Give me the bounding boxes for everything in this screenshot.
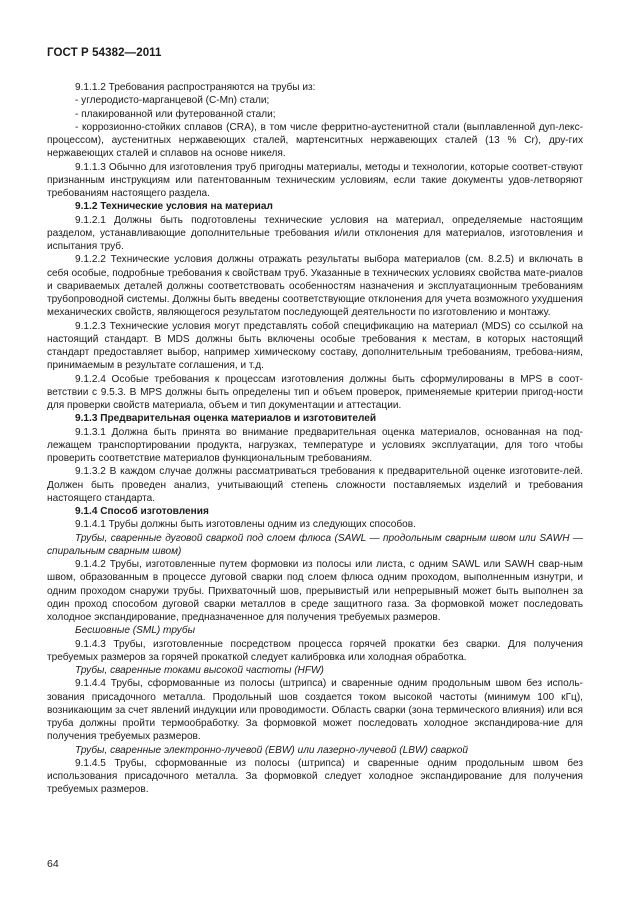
paragraph: 9.1.2.4 Особые требования к процессам изготовления должны быть сформулированы в MPS в соот-ветствии с 9.5.3. В MPS должны быть определены тип и объем проверок, применяемые критерии пригод-ности для проверки свойств материала, объем и тип документации и аттестации.: [47, 373, 583, 411]
paragraph: 9.1.1.2 Требования распространяются на трубы из:: [75, 82, 316, 93]
section-heading: 9.1.3 Предварительная оценка материалов и изготовителей: [75, 413, 377, 425]
subsection-title: Трубы, сваренные дуговой сваркой под слоем флюса (SAWL — продольным сварным швом или SAWH — спиральным сварным швом): [47, 532, 583, 557]
section-heading: 9.1.2 Технические условия на материал: [75, 201, 273, 213]
page-number: 64: [47, 858, 59, 870]
paragraph: 9.1.2.3 Технические условия могут представлять собой спецификацию на материал (MDS) со ссылкой на настоящий стандарт. В MDS должны быть включены особые требования к местам, в которых настоящий стандарт предоставляет выбор, например химическому составу, дополнительным требованиям, требова-ниям, принимаемым в результате соглашения, и т.д.: [47, 320, 583, 372]
paragraph: - плакированной или футерованной стали;: [75, 108, 276, 120]
paragraph: 9.1.4.3 Трубы, изготовленные посредством процесса горячей прокатки без сварки. Для получения требуемых размеров за горячей прокаткой следует калибровка или холодная обработка.: [47, 638, 583, 663]
paragraph: 9.1.3.1 Должна быть принята во внимание предварительная оценка материалов, основанная на под-лежащем транспортировании продукта, нагрузках, температуре и условиях эксплуатации, для того чтобы проверить соответствие материалов функциональным требованиям.: [47, 426, 583, 464]
subsection-title: Бесшовные (SML) трубы: [75, 625, 196, 637]
paragraph: 9.1.4.2 Трубы, изготовленные путем формовки из полосы или листа, с одним SAWL или SAWH свар-ным швом, образованным в процессе дуговой сварки под слоем флюса одним проходом, выполненным изнутри, и одним проходом снаружи трубы. Прихваточный шов, прерывистый или непрерывный может быть выполнен за один проход способом дуговой сварки металлов в среде защитного газа. За формовкой может последовать холодное экспандирование, предназначенное для получения требуемых размеров.: [47, 559, 583, 623]
paragraph: 9.1.4.4 Трубы, сформованные из полосы (штрипса) и сваренные одним продольным швом без исполь-зования присадочного металла. Продольный шов создается током высокой частоты (минимум 100 кГц), возникающим за счет явлений индукции или проводимости. Область сварки (зона термического влияния) или вся труба должны пройти термообработку. За формовкой может последовать холодное экспандирова-ние для получения требуемых размеров.: [47, 678, 583, 743]
paragraph: - углеродисто-марганцевой (C-Mn) стали;: [75, 95, 270, 107]
paragraph: 9.1.3.2 В каждом случае должны рассматриваться требования к предварительной оценке изготовите-лей. Должен быть проведен анализ, учитывающий степень сложности поставляемых изделий и требования настоящего стандарта.: [47, 466, 583, 504]
standard-header: ГОСТ Р 54382—2011: [47, 47, 162, 59]
paragraph: 9.1.4.5 Трубы, сформованные из полосы (штрипса) и сваренные одним продольным швом без использования присадочного металла. За формовкой следует холодное экспандирование для получения требуемых размеров.: [47, 757, 583, 796]
paragraph: 9.1.2.2 Технические условия должны отражать результаты выбора материалов (см. 8.2.5) и включать в себя особые, подробные требования к свойствам труб. Указанные в технических условиях свойства мате-риалов и свариваемых деталей должны соответствовать особенностям назначения и эксплуатационным требованиям трубопроводной системы. Должны быть введены соответствующие отклонения для учета возможного ухудшения механических свойств, являющегося результатом последующей деятельности по изготовлению и монтажу.: [47, 254, 583, 319]
paragraph: 9.1.4.1 Трубы должны быть изготовлены одним из следующих способов.: [75, 519, 416, 531]
paragraph: 9.1.1.3 Обычно для изготовления труб пригодны материалы, методы и технологии, которые соответ-ствуют признанным инструкциям или патентованным техническим условиям, если такие документы удов-летворяют требованиям настоящего раздела.: [47, 161, 583, 199]
subsection-title: Трубы, сваренные электронно-лучевой (EBW) или лазерно-лучевой (LBW) сваркой: [75, 744, 468, 756]
paragraph: 9.1.2.1 Должны быть подготовлены технические условия на материал, определяемые настоящим разделом, устанавливающие дополнительные требования и/или отклонения для материалов, изготовления и испытания труб.: [47, 214, 583, 252]
subsection-title: Трубы, сваренные токами высокой частоты (HFW): [75, 665, 324, 676]
paragraph: - коррозионно-стойких сплавов (CRA), в том числе ферритно-аустенитной стали (выплавленной дуп-лекс-процессом), аустенитных нержавеющих сталей, мартенситных нержавеющих сталей (13 % Cr), дру-гих нержавеющих сталей и сплавов на основе никеля.: [47, 121, 583, 160]
document-body: [47, 81, 583, 797]
section-heading: 9.1.4 Способ изготовления: [75, 506, 209, 517]
